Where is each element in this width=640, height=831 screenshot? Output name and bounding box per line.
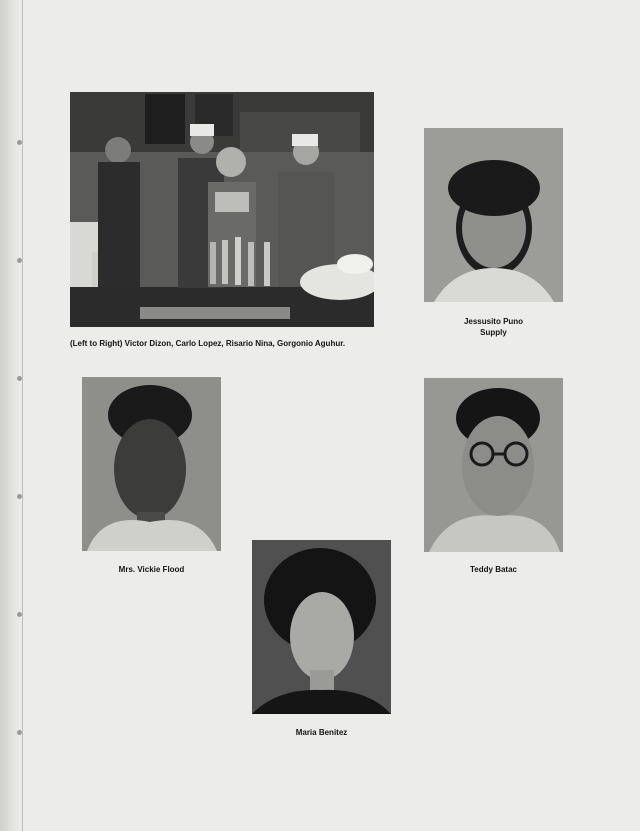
caption-teddy-batac: Teddy Batac [470,565,517,574]
portrait-vickie-flood [82,377,221,551]
binder-hole [17,258,22,263]
portrait-maria-benitez [252,540,391,714]
binder-hole [17,494,22,499]
binder-hole [17,612,22,617]
portrait-teddy-batac [424,378,563,552]
group-photo-caption: (Left to Right) Victor Dizon, Carlo Lopez, Risario Nina, Gorgonio Aguhur. [70,339,346,348]
binder-hole [17,376,22,381]
group-photo [70,92,374,327]
binder-hole [17,730,22,735]
binding-edge [0,0,23,831]
caption-maria-benitez: Maria Benitez [295,728,348,737]
portrait-jessusito-puno [424,128,563,302]
caption-vickie-flood: Mrs. Vickie Flood [118,565,185,574]
binder-hole [17,140,22,145]
caption-jessusito-puno-name: Jessusito Puno [463,317,524,326]
caption-jessusito-puno-role: Supply [480,328,507,337]
